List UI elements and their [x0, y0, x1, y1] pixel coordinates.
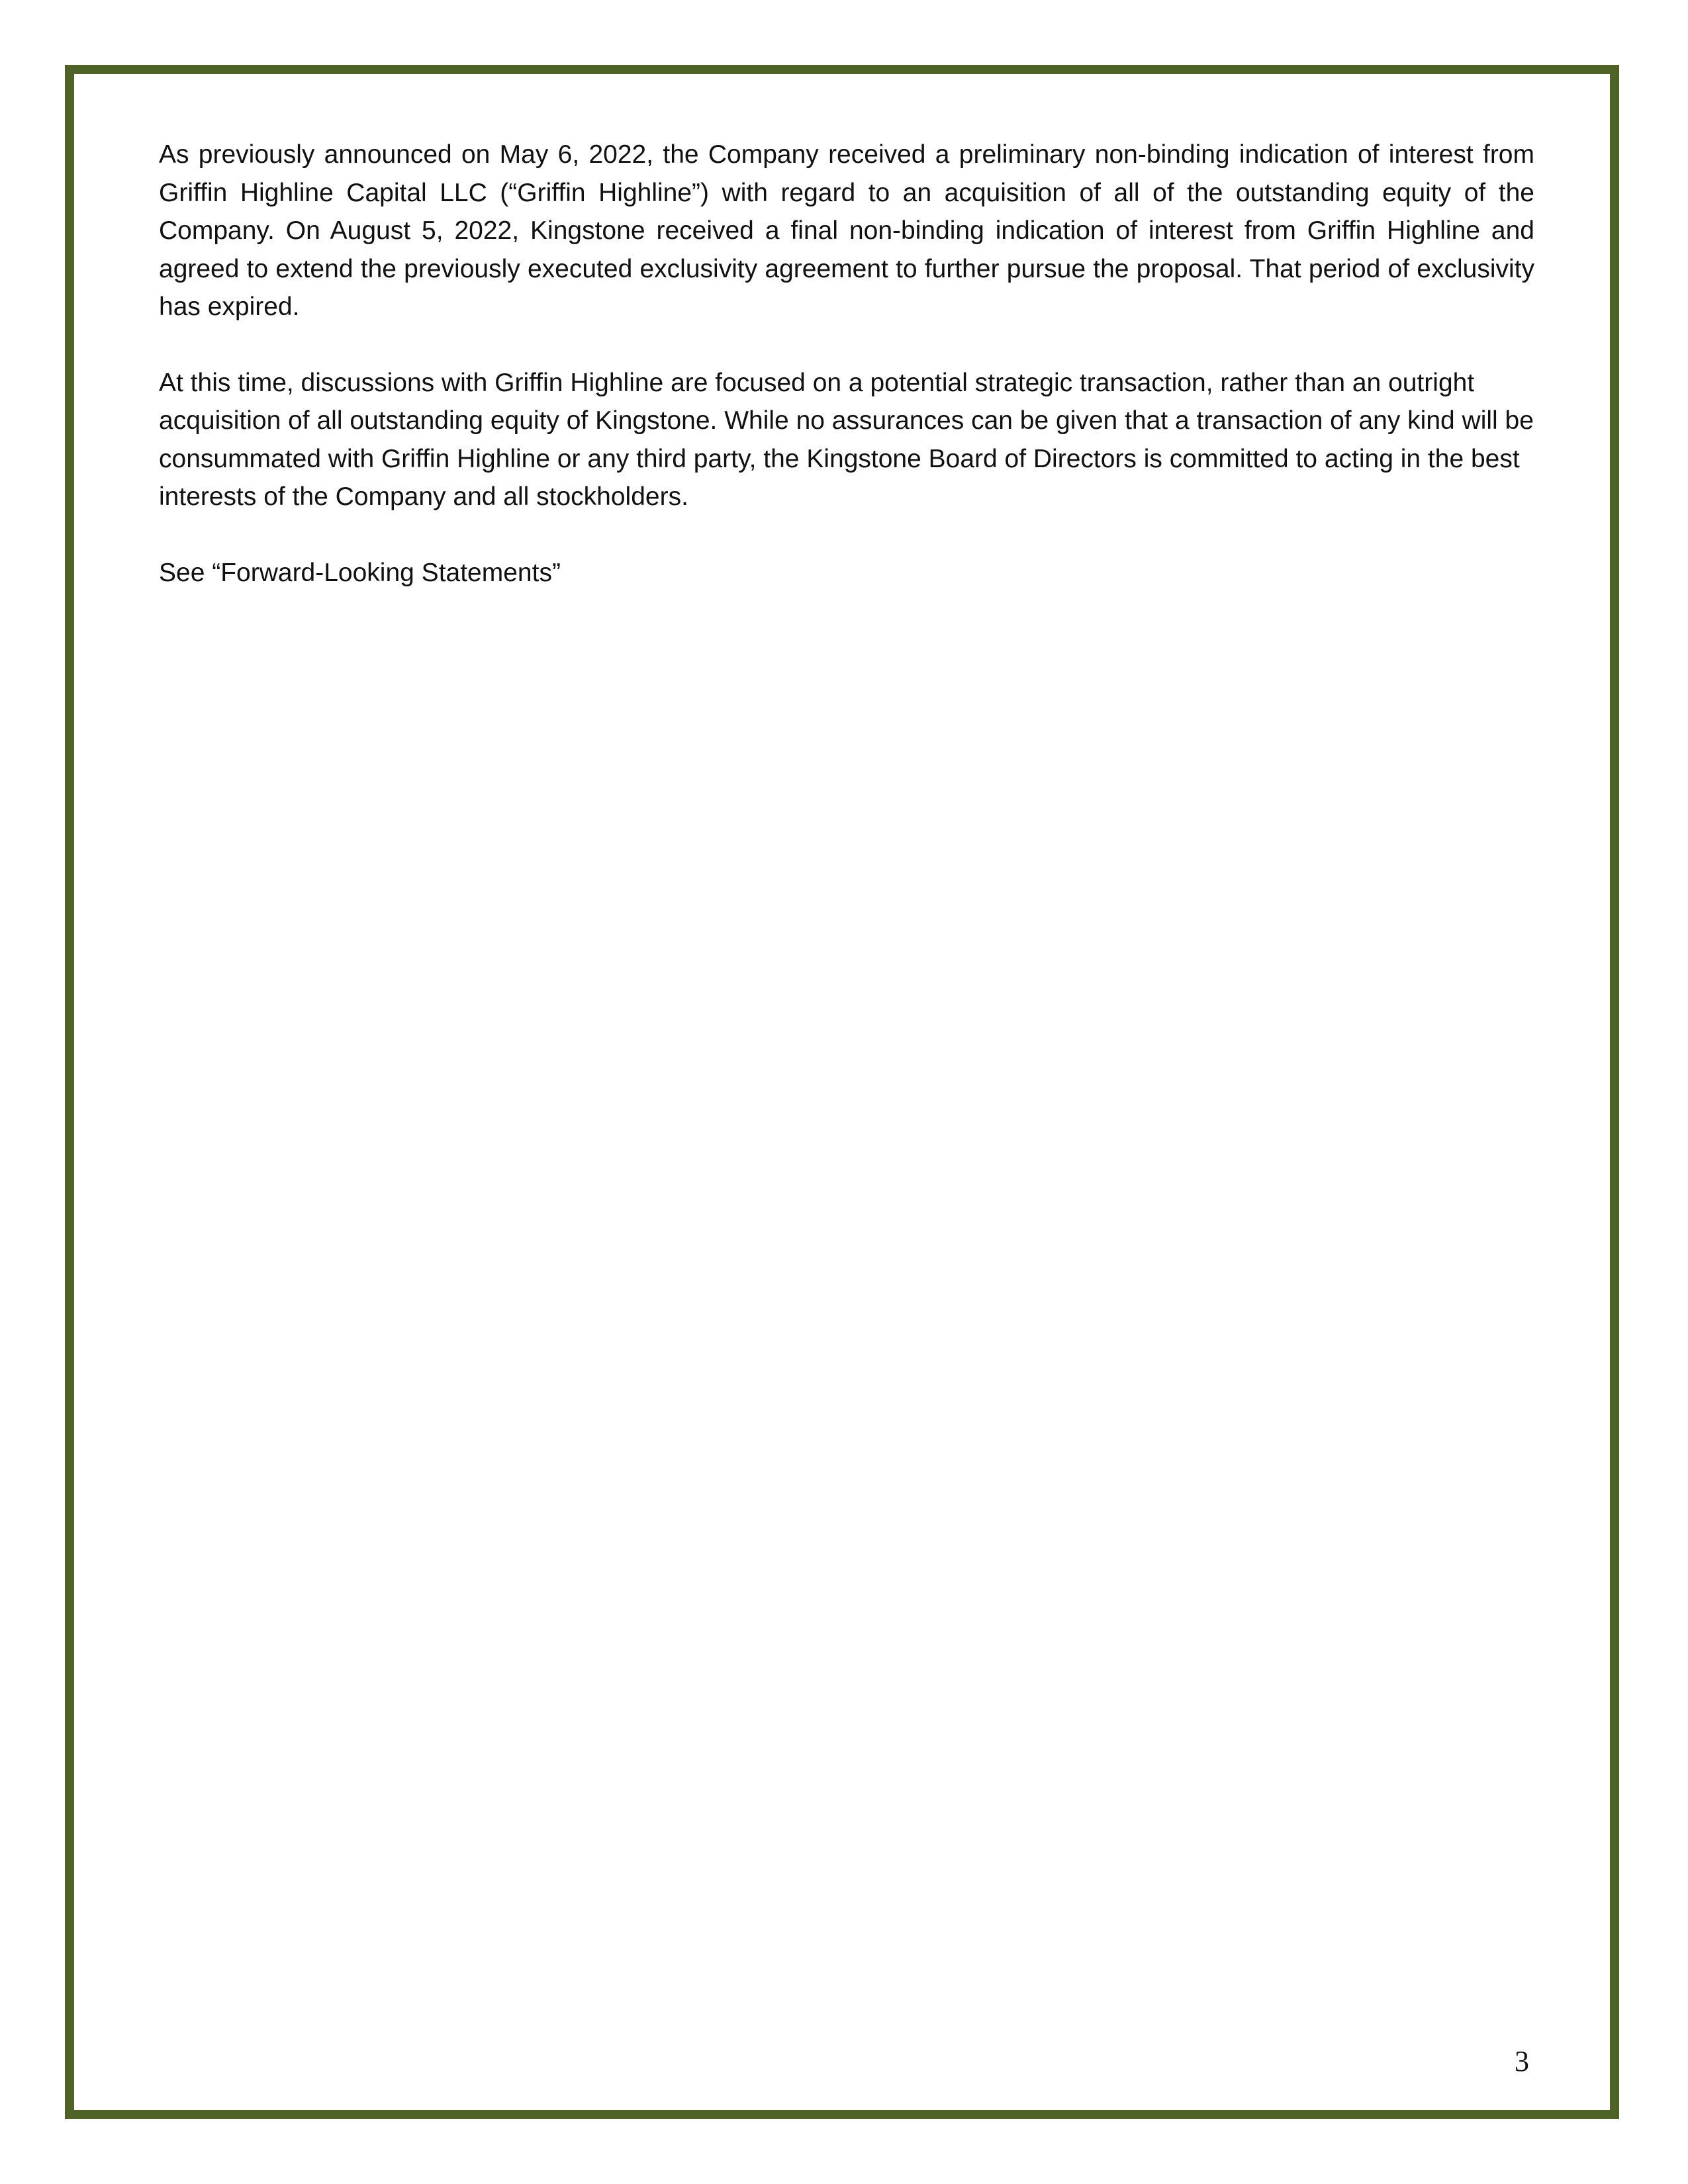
paragraph-strategic-transaction: At this time, discussions with Griffin Highline are focused on a potential strategic transaction, rather than an outright acquisition of all outstanding equity of Kingstone. While no assurances can be given that a transaction of any kind will be consummated with Griffin Highline or any third party, the Kingstone Board of Directors is committed to acting in the best interests of the Company and all stockholders. — [159, 368, 1534, 511]
page-number: 3 — [1515, 2045, 1529, 2077]
paragraph-forward-looking-reference: See “Forward-Looking Statements” — [159, 558, 561, 587]
document-body — [159, 136, 1534, 629]
paragraph-indication-of-interest: As previously announced on May 6, 2022, the Company received a preliminary non-binding indication of interest from Griffin Highline Capital LLC (“Griffin Highline”) with regard to an acquisition of all of the outstanding equity of the Company. On August 5, 2022, Kingstone received a final non-binding indication of interest from Griffin Highline and agreed to extend the previously executed exclusivity agreement to further pursue the proposal. That period of exclusivity has expired. — [159, 140, 1534, 321]
